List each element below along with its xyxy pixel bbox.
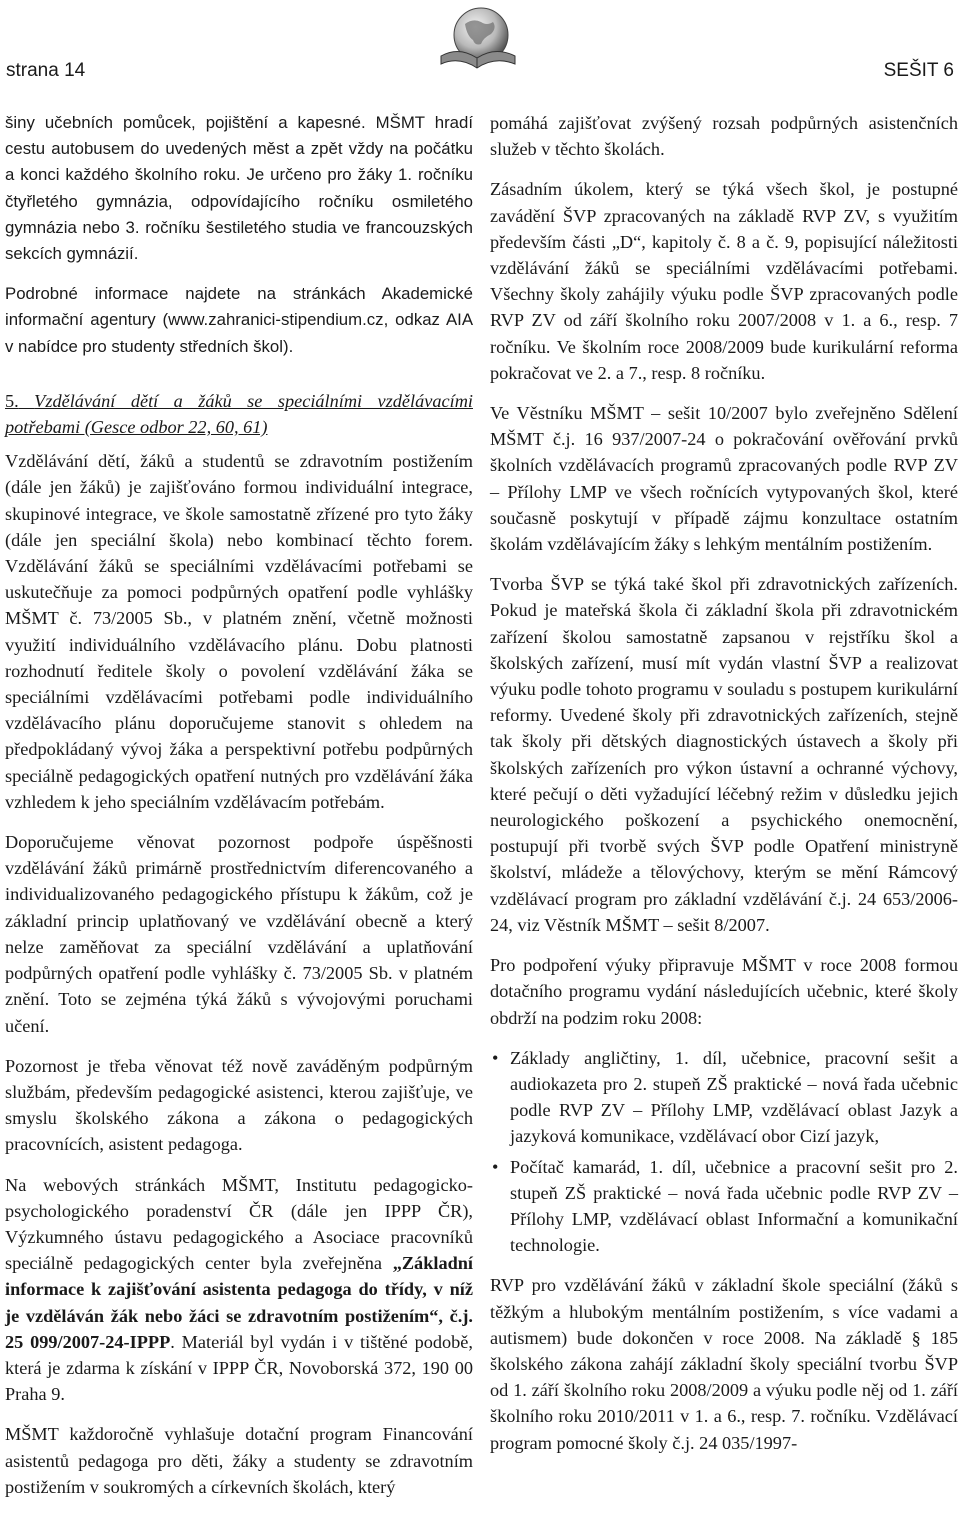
issue-label: SEŠIT 6	[883, 60, 954, 81]
website-link[interactable]: www.zahranici-stipendium.cz	[168, 310, 384, 330]
paragraph-web-materials	[5, 1172, 473, 1408]
paragraph: MŠMT každoročně vyhlašuje dotační program Financování asistentů pedagoga pro děti, žáky a studenty se zdravotním postižením v soukromých a církevních školách, který	[5, 1424, 473, 1497]
section-heading	[5, 388, 473, 440]
section-title: Vzdělávání dětí a žáků se speciálními vzdělávacími potřebami (Gesce odbor 22, 60, 61)	[5, 390, 473, 438]
text-segment: . Materiál byl vydán i v tištěné podobě, která je zdarma k získání v IPPP ČR, Novoborská 372, 190 00 Praha 9.	[5, 1331, 473, 1405]
paragraph: Pro podpoření výuky připravuje MŠMT v roce 2008 formou dotačního programu vydání následujících učebnic, které školy obdrží na podzim roku 2008:	[490, 955, 958, 1028]
page-number: strana 14	[6, 60, 86, 81]
paragraph: Ve Věstníku MŠMT – sešit 10/2007 bylo zveřejněno Sdělení MŠMT č.j. 16 937/2007-24 o pokračování ověřování prvků školních vzdělávacích programů zpracovaných podle RVP ZV – Přílohy LMP ve všech ročnících vytypovaných škol, které současně poskytují v případě zájmu konzultace ostatním školám vzdělávajícím žáky s lehkým mentálním postižením.	[490, 403, 958, 555]
paragraph: pomáhá zajišťovat zvýšený rozsah podpůrných asistenčních služeb v těchto školách.	[490, 113, 958, 160]
section-number: 5.	[5, 390, 19, 411]
paragraph: šiny učebních pomůcek, pojištění a kapesné. MŠMT hradí cestu autobusem do uvedených měst a zpět vždy na počátku a konci každého školního roku. Je určeno pro žáky 1. ročníku čtyřletého gymnázia, odpovídajícího ročníku osmiletého gymnázia nebo 3. ročníku šestiletého studia ve francouzských sekcích gymnázií.	[5, 113, 473, 264]
text-segment: Na webových stránkách MŠMT, Institutu pedagogicko-psychologického poradenství ČR (dále jen IPPP ČR), Výzkumného ústavu pedagogického a Asociace pracovníků speciálně pedagogických center byla zveřejněna	[5, 1174, 473, 1274]
paragraph: Vzdělávání dětí, žáků a studentů se zdravotním postižením (dále jen žáků) je zajišťováno formou individuální integrace, skupinové integrace, ve škole samostatně zřízené pro tyto žáky (dále jen speciální škola) nebo kombinací těchto forem. Vzdělávání žáků se speciálními vzdělávacími potřebami se uskutečňuje za pomoci podpůrných opatření podle vyhlášky MŠMT č. 73/2005 Sb., v platném znění, včetně možnosti využití individuálního vzdělávacího plánu. Dobu platnosti rozhodnutí ředitele školy o povolení vzdělávání žáka se speciálními vzdělávacími potřebami podle individuálního vzdělávacího plánu doporučujeme stanovit s ohledem na předpokládaný vývoj žáka a perspektivní potřebu podpůrných speciálně pedagogických opatření nutných pro vzdělávání žáka vzhledem k jeho speciálním vzdělávacím potřebám.	[5, 451, 473, 812]
document-title: „Základní informace k zajišťování asistenta pedagoga do třídy, v níž je vzděláván žák nebo žáci se zdravotním postižením“, č.j. 25 099/2007-24-IPPP	[5, 1253, 473, 1352]
text-segment: Podrobné informace najdete na stránkách Akademické informační agentury (	[5, 284, 473, 330]
paragraph-akademicka-agentura	[5, 281, 473, 360]
paragraph: RVP pro vzdělávání žáků v základní škole speciální (žáků s těžkým a hlubokým mentálním postižením, s více vadami a autismem) bude dokončen v roce 2008. Na základě § 185 školského zákona zahájí základní školy speciální tvorbu ŠVP od 1. září školního roku 2008/2009 a výuku podle něj od 1. září školního roku 2010/2011 v 1. a 6., resp. 7. ročníku. Vzdělávací program pomocné školy č.j. 24 035/1997-	[490, 1275, 958, 1453]
list-item: • Počítač kamarád, 1. díl, učebnice a pracovní sešit pro 2. stupeň ZŠ praktické – nová řada učebnic podle RVP ZV – Přílohy LMP, vzdělávací oblast Informační a komunikační technologie.	[510, 1154, 958, 1259]
left-column	[5, 110, 473, 1514]
list-item: • Základy angličtiny, 1. díl, učebnice, pracovní sešit a audiokazeta pro 2. stupeň ZŠ praktické – nová řada učebnic podle RVP ZV – Přílohy LMP, vzdělávací oblast Jazyk a jazyková komunikace, vzdělávací obor Cizí jazyk,	[510, 1045, 958, 1150]
text-segment: , odkaz AIA v nabídce pro studenty středních škol).	[5, 310, 474, 356]
paragraph: Pozornost je třeba věnovat též nově zaváděným podpůrným službám, především pedagogické asistenci, kterou zajišťuje, ve smyslu školského zákona a zákona o pedagogických pracovnících, asistent pedagoga.	[5, 1055, 473, 1155]
textbook-list	[490, 1045, 958, 1259]
right-column	[490, 110, 958, 1470]
globe-book-icon	[437, 4, 521, 74]
paragraph: Tvorba ŠVP se týká také škol při zdravotnických zařízeních. Pokud je mateřská škola či základní škola při zdravotnickém zařízení školou samostatně zapsanou v rejstříku škol a školských zařízení, musí mít vydán vlastní ŠVP a realizovat výuku podle tohoto programu v souladu s postupem kurikulární reformy. Uvedené školy při zdravotnických zařízeních, stejně tak školy při dětských diagnostických ústavech a školy při školských zařízeních pro výkon ústavní a ochranné výchovy, které pečují o děti vyžadující léčebný režim v důsledku jejich neurologického poškození a psychického onemocnění, postupují při tvorbě svých ŠVP podle Opatření ministryně školství, mládeže a tělovýchovy, kterým se mění Rámcový vzdělávací program pro základní vzdělávání č.j. 24 653/2006-24, viz Věstník MŠMT – sešit 8/2007.	[490, 574, 958, 935]
paragraph: Zásadním úkolem, který se týká všech škol, je postupné zavádění ŠVP zpracovaných na základě RVP ZV, s využitím především části „D“, kapitoly č. 8 a č. 9, popisující náležitosti vzdělávání žáků se speciálními vzdělávacími potřebami. Všechny školy zahájily výuku podle ŠVP zpracovaných podle RVP ZV od září školního roku 2007/2008 v 1. a 6., resp. 7 ročníku. Ve školním roce 2008/2009 bude kurikulární reforma pokračovat ve 2. a 7., resp. 8 ročníku.	[490, 179, 958, 383]
paragraph: Doporučujeme věnovat pozornost podpoře úspěšnosti vzdělávání žáků primárně prostřednictvím diferencovaného a individualizovaného pedagogického přístupu k žákům, což je základní princip uplatňovaný ve vzdělávání obecně a který nelze zaměňovat za speciální vzdělávání a uplatňování podpůrných opatření podle vyhlášky č. 73/2005 Sb. v platném znění. Toto se zejména týká žáků s vývojovými poruchami učení.	[5, 832, 473, 1036]
